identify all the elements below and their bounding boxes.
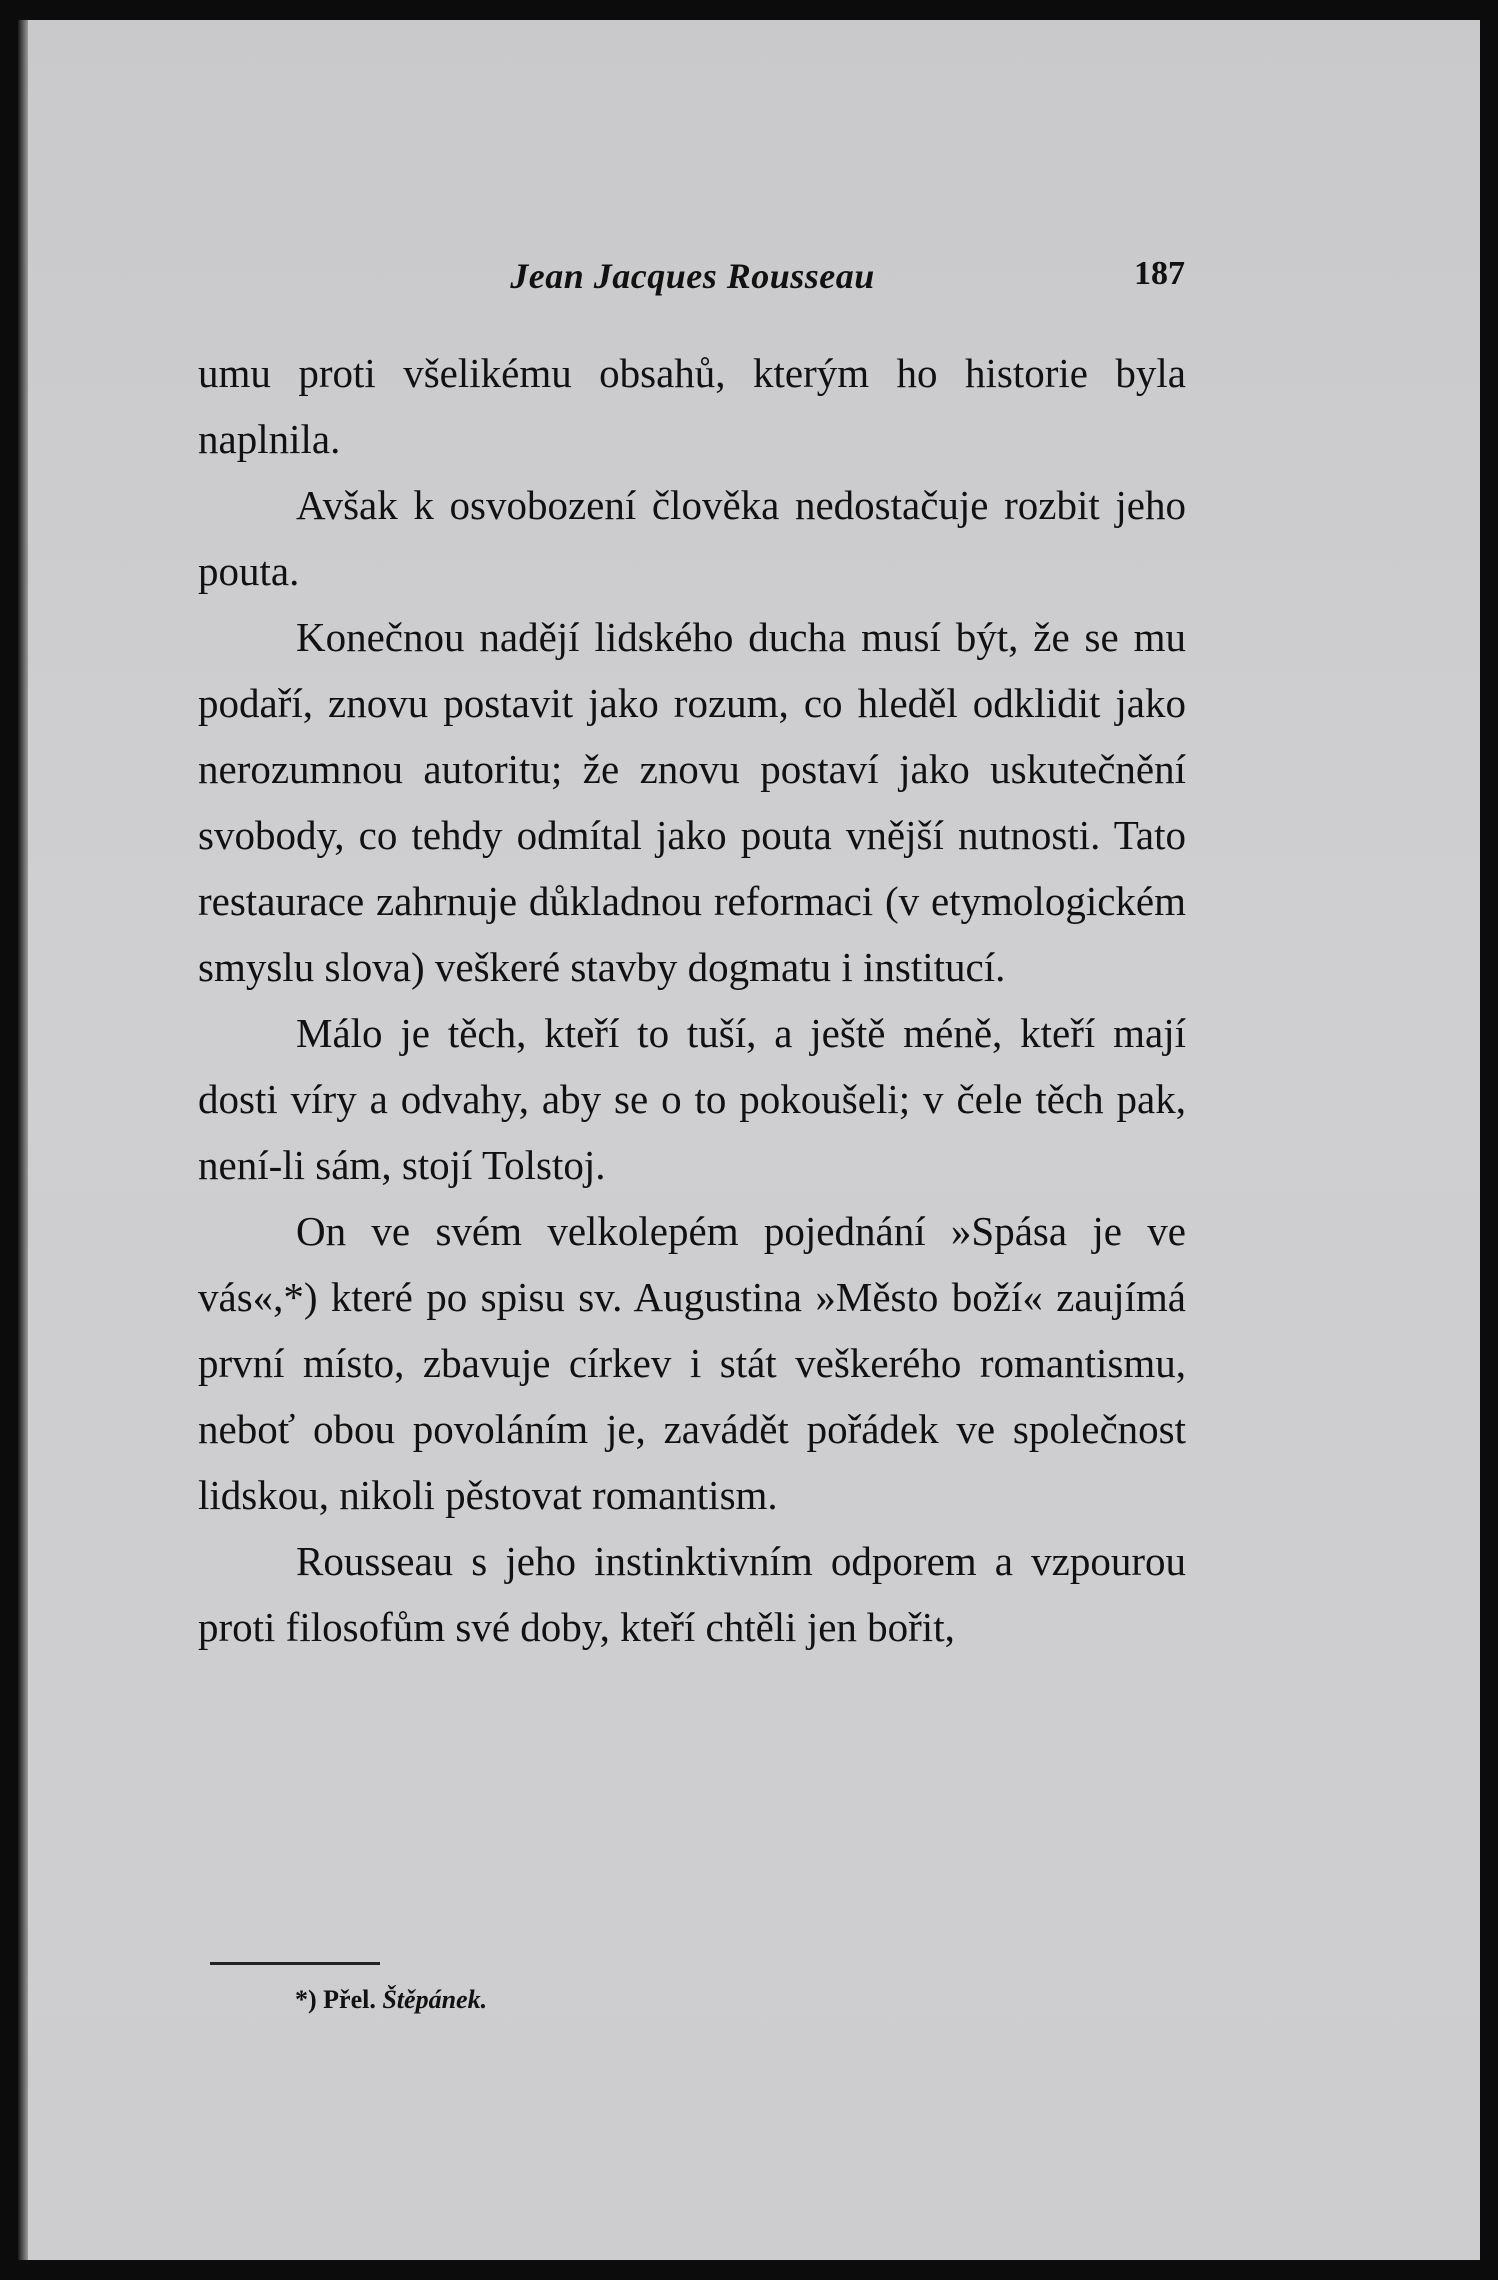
page-number: 187 bbox=[1134, 255, 1185, 292]
footnote-marker: *) Přel. bbox=[295, 1985, 376, 2014]
paragraph: Málo je těch, kteří to tuší, a ještě méně, kteří mají dosti víry a odvahy, aby se o to pokoušeli; v čele těch pak, není-li sám, stojí Tolstoj. bbox=[198, 1010, 1186, 1188]
paragraph: Konečnou nadějí lidského ducha musí být, že se mu podaří, znovu postavit jako rozum, co hleděl odklidit jako nerozumnou autoritu; že znovu postaví jako uskutečnění svobody, co tehdy odmítal jako pouta vnější nutnosti. Tato restaurace zahrnuje důkladnou reformaci (v etymologickém smyslu slova) veškeré stavby dogmatu i institucí. bbox=[198, 614, 1186, 990]
paragraph-continuation: umu proti všelikému obsahů, kterým ho historie byla naplnila. bbox=[198, 350, 1186, 462]
running-title: Jean Jacques Rousseau bbox=[510, 256, 875, 296]
paragraph: Rousseau s jeho instinktivním odporem a vzpourou proti filosofům své doby, kteří chtěli jen bořit, bbox=[198, 1538, 1186, 1650]
paragraph: On ve svém velkolepém pojednání »Spása je ve vás«,*) které po spisu sv. Augustina »Město boží« zaujímá první místo, zbavuje církev i stát veškerého romantismu, neboť obou povoláním je, zavádět pořádek ve společnost lidskou, nikoli pěstovat romantism. bbox=[198, 1208, 1186, 1518]
page-edge-shadow bbox=[18, 20, 28, 2260]
body-text bbox=[198, 340, 1186, 1660]
footnote-translator: Štěpánek. bbox=[382, 1985, 488, 2014]
paragraph: Avšak k osvobození člověka nedostačuje rozbit jeho pouta. bbox=[198, 482, 1186, 594]
footnote bbox=[295, 1985, 487, 2015]
footnote-rule bbox=[210, 1962, 380, 1965]
running-head bbox=[190, 255, 1195, 315]
